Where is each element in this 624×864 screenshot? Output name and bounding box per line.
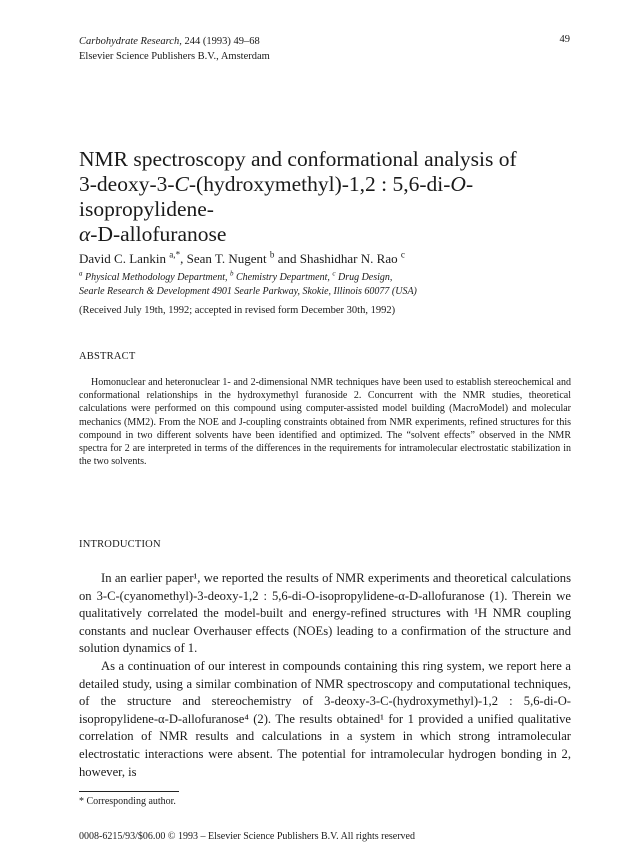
affiliations	[79, 271, 569, 299]
received-dates: (Received July 19th, 1992; accepted in revised form December 30th, 1992)	[79, 305, 396, 316]
title-line-1: NMR spectroscopy and conformational analysis of	[79, 147, 517, 171]
footnote-rule	[79, 791, 179, 792]
journal-header	[79, 34, 559, 64]
abstract-text: Homonuclear and heteronuclear 1- and 2-dimensional NMR techniques have been used to establish stereochemical and conformational relationships in the hydroxymethyl furanoside 2. Concurrent with the NMR studies, theoretical calculations were performed on this compound using computer-assisted model building (MacroModel) and molecular mechanics (MM2). From the NOE and J-coupling constraints obtained from NMR experiments, refined structures for this compound in two different solvents have been identified and optimized. The “solvent effects” observed in the NMR spectra for 2 are interpreted in terms of the differences in the requirements for intramolecular electrostatic stabilization in the two solvents.	[79, 377, 571, 468]
introduction-body	[79, 570, 571, 781]
author-lankin: David C. Lankin	[79, 251, 167, 266]
author-nugent: Sean T. Nugent	[186, 251, 267, 266]
paragraph-1: In an earlier paper¹, we reported the results of NMR experiments and theoretical calculations on 3-C-(cyanomethyl)-3-deoxy-1,2 : 5,6-di-O-isopropylidene-α-D-allofuranose (1). Therein we qualitatively correlated the model-built and energy-refined structures with ¹H NMR coupling constants and nuclear Overhauser effects (NOEs) leading to a confirmation of the structure and solution dynamics of 1.	[79, 571, 571, 656]
paragraph-2: As a continuation of our interest in compounds containing this ring system, we report here a detailed study, using a similar combination of NMR spectroscopy and computational techniques, of the structure and stereochemistry of 3-deoxy-3-C-(hydroxymethyl)-1,2 : 5,6-di-O-isopropylidene-α-D-allofuranose⁴ (2). The results obtained¹ for 1 provided a unified qualitative correlation of NMR results and calculations in a system in which strong intramolecular electrostatic interactions were absent. The potential for intramolecular hydrogen bonding in 2, however, is	[79, 658, 571, 779]
abstract-heading: ABSTRACT	[79, 351, 136, 362]
copyright-footer: 0008-6215/93/$06.00 © 1993 – Elsevier Science Publishers B.V. All rights reserved	[79, 831, 415, 842]
journal-name: Carbohydrate Research,	[79, 36, 182, 47]
author-rao: Shashidhar N. Rao	[299, 251, 398, 266]
affiliation-line-1: $^a$ Physical Methodology Department, $^b$ Chemistry Department, $^c$ Drug Design,	[79, 269, 393, 283]
publisher: Elsevier Science Publishers B.V., Amsterdam	[79, 51, 270, 62]
title-line-2: 3-deoxy-3-C-(hydroxymethyl)-1,2 : 5,6-di-O-isopropylidene-	[79, 172, 474, 221]
title-line-3: α-D-allofuranose	[79, 222, 227, 246]
paper-title	[79, 147, 569, 247]
footnote: * Corresponding author.	[79, 796, 176, 807]
journal-ref: 244 (1993) 49–68	[181, 36, 260, 47]
introduction-heading: INTRODUCTION	[79, 539, 161, 550]
author-list: David C. Lankin $^{a,*}$, Sean T. Nugent $^b$ and Shashidhar N. Rao $^c$	[79, 249, 405, 266]
affiliation-line-2: Searle Research & Development 4901 Searle Parkway, Skokie, Illinois 60077 (USA)	[79, 286, 417, 297]
page-number: 49	[559, 34, 570, 45]
